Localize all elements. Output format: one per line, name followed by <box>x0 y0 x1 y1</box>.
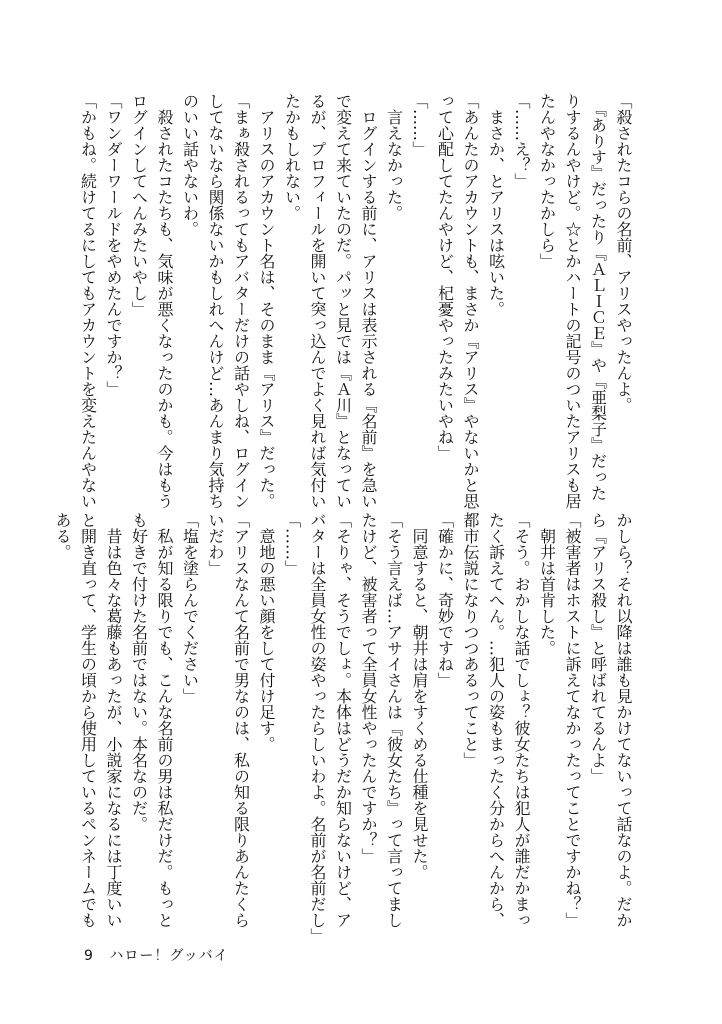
text-line: たけど、被害者って全員女性やったんですか？」 <box>359 512 378 864</box>
text-line: ログインしてへんみたいやし」 <box>129 93 149 317</box>
text-line: たかもしれない。 <box>282 93 302 221</box>
text-line: ら『アリス殺し』と呼ばれてるんよ」 <box>588 512 608 784</box>
text-line: 言えなかった。 <box>384 93 404 221</box>
text-line: 「殺されたコらの名前、アリスやったんよ。 <box>614 93 633 413</box>
text-line: いだわ」 <box>206 512 225 576</box>
text-line: 朝井は首肯した。 <box>537 512 557 656</box>
book-title: ハロー！グッバイ <box>109 948 229 964</box>
text-line: も好きで付けた名前ではない。本名なのだ。 <box>129 512 149 832</box>
text-line: 「かもね。続けてるにしてもアカウントを変えたんやない <box>78 93 98 509</box>
text-line: 意地の悪い顔をして付け足す。 <box>257 512 276 752</box>
text-line: って心配してたんやけど、杞憂やったみたいやね」 <box>435 93 455 461</box>
text-line: 「被害者はホストに訴えてなかったってことですかね？」 <box>563 512 582 928</box>
text-line: 殺されたコたちも、気味が悪くなったのかも。今はもう <box>155 93 174 509</box>
page-footer <box>84 945 229 965</box>
text-line: と開き直って、学生の頃から使用しているペンネームでも <box>78 512 98 928</box>
text-line: たく訴えてへん。…犯人の姿もまったく分からへんから、 <box>486 512 506 928</box>
text-line: 「……」 <box>282 512 302 576</box>
text-line: るが、プロフィールを開いて突っ込んでよく見れば気付い <box>308 93 327 509</box>
text-line: たんやなかったかしら」 <box>537 93 557 269</box>
text-line: 「まぁ殺されるってもアバターだけの話やしね、ログイン <box>231 93 251 509</box>
text-line: 同意すると、朝井は肩をすくめる仕種を見せた。 <box>410 512 429 880</box>
text-block-top <box>76 93 636 509</box>
text-line: 『ありす』だったり『ＡＬＩＣＥ』や『亜梨子』だった <box>588 93 608 501</box>
text-line: してないなら関係ないかもしれへんけど…あんまり気持ち <box>206 93 225 509</box>
text-line: まさか、とアリスは呟いた。 <box>486 93 506 317</box>
text-line: のいい話やないわ。 <box>180 93 200 237</box>
text-line: 「そう。おかしな話でしょ？彼女たちは犯人が誰だかまっ <box>512 512 531 928</box>
text-line: バターは全員女性の姿やったらしいわよ。名前が名前だし」 <box>308 512 327 944</box>
text-line: 「塩を塗らんでください」 <box>180 512 200 704</box>
text-line: 昔は色々な葛藤もあったが、小説家になるには丁度いい <box>104 512 123 928</box>
text-line: アリスのアカウント名は、そのまま『アリス』だった。 <box>257 93 276 509</box>
text-line: 都市伝説になりつつあるってこと」 <box>461 512 480 768</box>
text-line: ある。 <box>53 512 72 560</box>
text-line: 私が知る限りでも、こんな名前の男は私だけだ。もっと <box>155 512 174 928</box>
text-line: 「ワンダーワールドをやめたんですか？」 <box>104 93 123 397</box>
text-block-bottom <box>53 512 636 944</box>
text-line: りするんやけど。☆とかハートの記号のついたアリスも居 <box>563 93 582 509</box>
text-line: 「確かに、奇妙ですね」 <box>435 512 455 688</box>
text-line: かしら？それ以降は誰も見かけてないって話なのよ。だか <box>614 512 633 928</box>
text-line: 「アリスなんて名前で男なのは、私の知る限りあんたくら <box>231 512 251 928</box>
text-line: 「そう言えば…アサイさんは『彼女たち』って言ってまし <box>384 512 404 928</box>
text-line: 「……」 <box>410 93 429 157</box>
text-line: 「そりゃ、そうでしょ。本体はどうだか知らないけど、ア <box>333 512 353 928</box>
text-line: 「あんたのアカウントも、まさか『アリス』やないかと思 <box>461 93 480 509</box>
text-line: ログインする前に、アリスは表示される『名前』を急い <box>359 93 378 509</box>
text-line: で変えて来ていたのだ。パッと見では『Ａ川』となってい <box>333 93 353 509</box>
text-line: 「……え？」 <box>512 93 531 189</box>
page-number: 9 <box>84 948 94 964</box>
